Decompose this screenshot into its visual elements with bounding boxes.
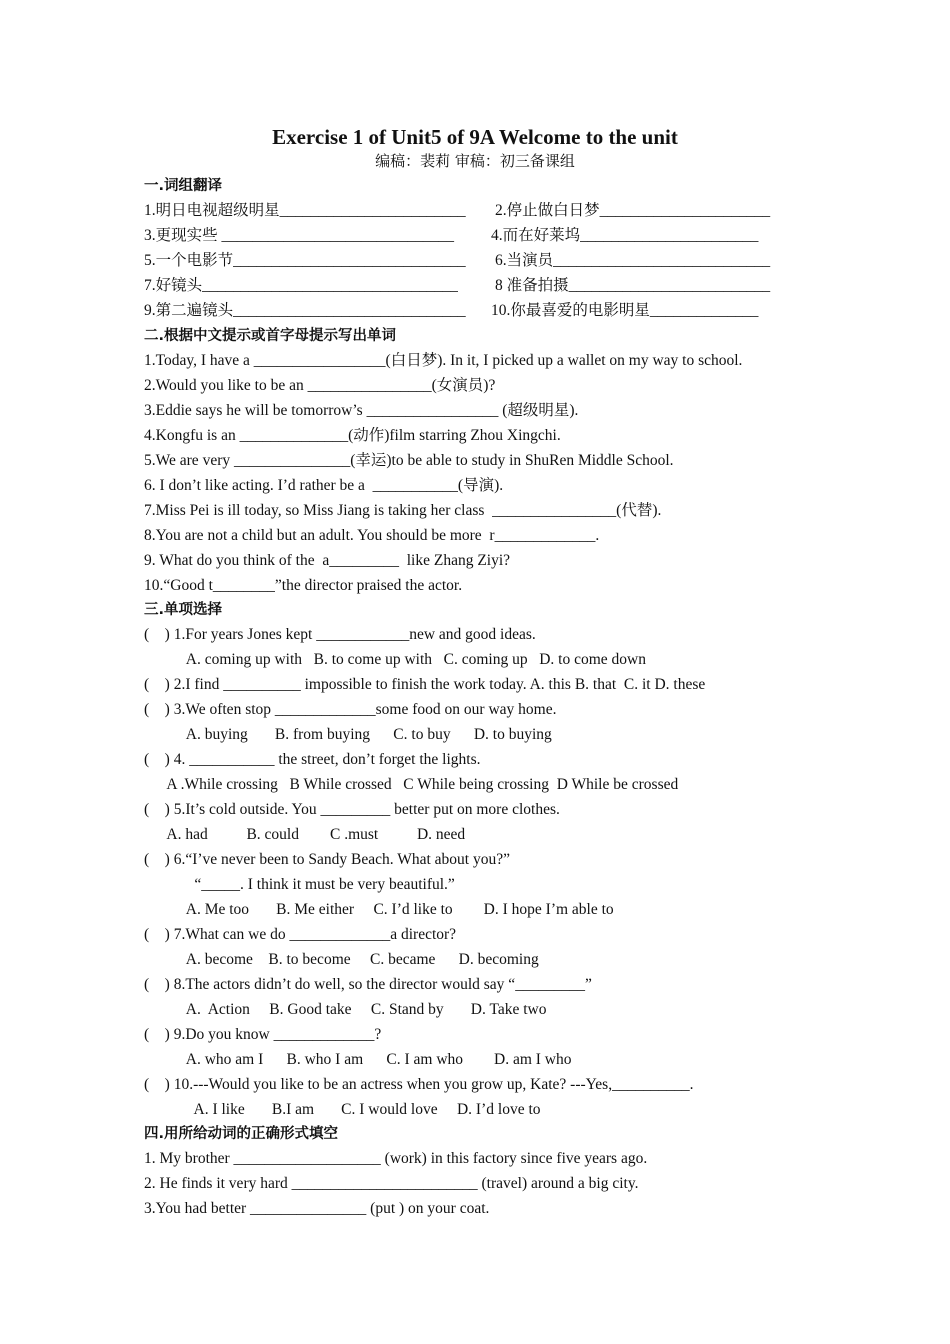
mc-question: ( ) 6.“I’ve never been to Sandy Beach. What about you?” — [144, 851, 510, 868]
fill-word-item: 7.Miss Pei is ill today, so Miss Jiang is taking her class ________________(代替). — [144, 502, 662, 519]
mc-question: ( ) 2.I find __________ impossible to finish the work today. A. this B. that C. it D. these — [144, 676, 706, 693]
mc-question: ( ) 7.What can we do _____________a director? — [144, 926, 457, 943]
fill-word-item: 2.Would you like to be an ________________(女演员)? — [144, 377, 496, 394]
section3-heading: 三.单项选择 — [144, 602, 223, 618]
section2-heading: 二.根据中文提示或首字母提示写出单词 — [144, 328, 397, 344]
section1-heading: 一.词组翻译 — [144, 178, 223, 194]
mc-options: A. buying B. from buying C. to buy D. to buying — [144, 726, 552, 743]
verb-form-item: 3.You had better _______________ (put ) on your coat. — [144, 1200, 490, 1217]
mc-options: A. coming up with B. to come up with C. coming up D. to come down — [144, 651, 646, 668]
mc-question: ( ) 8.The actors didn’t do well, so the director would say “_________” — [144, 976, 592, 993]
section4-heading: 四.用所给动词的正确形式填空 — [144, 1126, 339, 1142]
mc-question-continued: “_____. I think it must be very beautiful.” — [144, 876, 455, 893]
phrase-item: 3.更现实些 ______________________________ — [144, 227, 455, 244]
mc-question: ( ) 5.It’s cold outside. You _________ better put on more clothes. — [144, 801, 560, 818]
mc-options: A. Action B. Good take C. Stand by D. Take two — [144, 1001, 547, 1018]
fill-word-item: 9. What do you think of the a_________ like Zhang Ziyi? — [144, 552, 511, 569]
mc-options: A .While crossing B While crossed C While being crossing D While be crossed — [144, 776, 679, 793]
mc-options: A. Me too B. Me either C. I’d like to D. I hope I’m able to — [144, 901, 614, 918]
phrase-item: 7.好镜头_________________________________ — [144, 277, 458, 294]
fill-word-item: 3.Eddie says he will be tomorrow’s _________________ (超级明星). — [144, 402, 579, 419]
phrase-item: 4.而在好莱坞_______________________ — [491, 227, 759, 244]
verb-form-item: 2. He finds it very hard ________________________ (travel) around a big city. — [144, 1175, 639, 1192]
fill-word-item: 5.We are very _______________(幸运)to be able to study in ShuRen Middle School. — [144, 452, 674, 469]
phrase-item: 8 准备拍摄__________________________ — [495, 277, 771, 294]
editor-credits: 编稿：裴莉 审稿：初三备课组 — [375, 152, 575, 170]
mc-options: A. I like B.I am C. I would love D. I’d love to — [144, 1101, 541, 1118]
mc-options: A. who am I B. who I am C. I am who D. am I who — [144, 1051, 572, 1068]
phrase-item: 6.当演员____________________________ — [495, 252, 771, 269]
fill-word-item: 1.Today, I have a _________________(白日梦). In it, I picked up a wallet on my way to school. — [144, 352, 743, 369]
mc-question: ( ) 4. ___________ the street, don’t forget the lights. — [144, 751, 481, 768]
verb-form-item: 1. My brother ___________________ (work) in this factory since five years ago. — [144, 1150, 648, 1167]
fill-word-item: 6. I don’t like acting. I’d rather be a ___________(导演). — [144, 477, 504, 494]
mc-options: A. become B. to become C. became D. becoming — [144, 951, 539, 968]
phrase-item: 9.第二遍镜头______________________________ — [144, 302, 466, 319]
fill-word-item: 8.You are not a child but an adult. You should be more r_____________. — [144, 527, 600, 544]
phrase-item: 2.停止做白日梦______________________ — [495, 202, 771, 219]
fill-word-item: 4.Kongfu is an ______________(动作)film starring Zhou Xingchi. — [144, 427, 561, 444]
mc-question: ( ) 1.For years Jones kept ____________new and good ideas. — [144, 626, 536, 643]
mc-question: ( ) 9.Do you know _____________? — [144, 1026, 382, 1043]
mc-options: A. had B. could C .must D. need — [144, 826, 466, 843]
mc-question: ( ) 3.We often stop _____________some food on our way home. — [144, 701, 557, 718]
page-title: Exercise 1 of Unit5 of 9A Welcome to the unit — [272, 125, 678, 149]
fill-word-item: 10.“Good t________”the director praised the actor. — [144, 577, 463, 594]
phrase-item: 1.明日电视超级明星________________________ — [144, 202, 466, 219]
mc-question: ( ) 10.---Would you like to be an actress when you grow up, Kate? ---Yes,__________. — [144, 1076, 694, 1093]
phrase-item: 10.你最喜爱的电影明星______________ — [491, 302, 759, 319]
phrase-item: 5.一个电影节______________________________ — [144, 252, 466, 269]
